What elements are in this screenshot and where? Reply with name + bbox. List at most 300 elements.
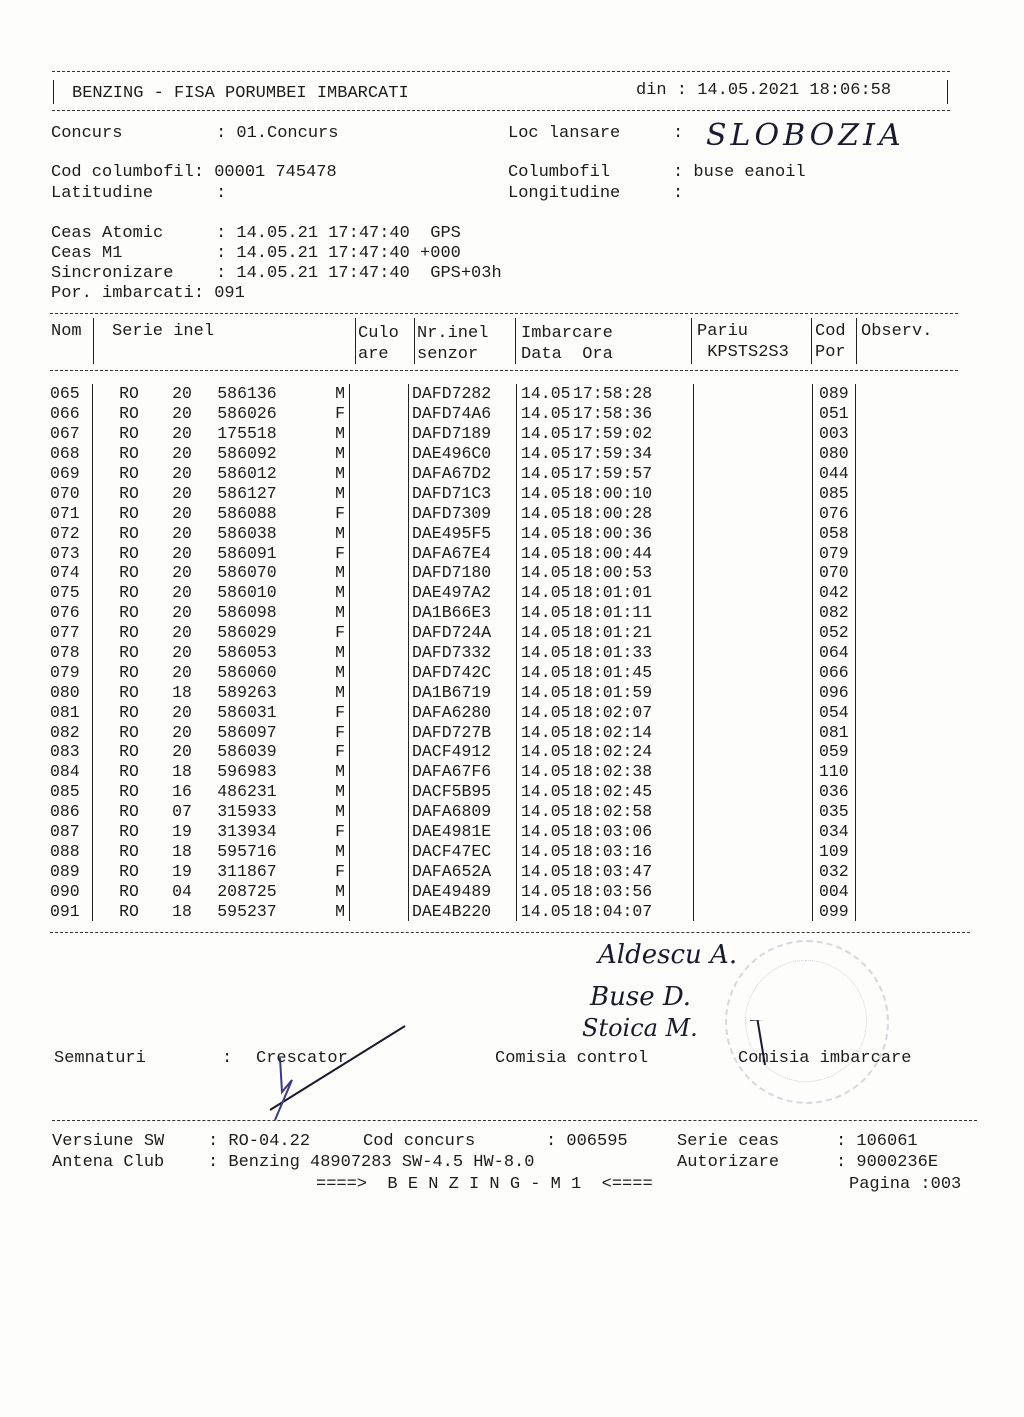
row-nom: 071 xyxy=(50,503,93,523)
row-nom: 073 xyxy=(50,543,93,563)
row-cod-por: 079 xyxy=(813,543,856,563)
row-an: 07 xyxy=(172,802,192,822)
col-header-cod-2: Por xyxy=(815,343,846,362)
row-senzor: DAFD7282 xyxy=(409,384,517,404)
row-tara: RO xyxy=(119,583,139,603)
row-pariu xyxy=(694,424,813,444)
cod-columbofil-label: Cod columbofil: 00001 745478 xyxy=(51,163,337,182)
longitudine-field: : xyxy=(673,184,694,203)
row-tara: RO xyxy=(119,841,139,861)
versiune-value: RO-04.22 xyxy=(228,1132,311,1151)
table-row xyxy=(50,762,936,782)
concurs-field: : 01.Concurs xyxy=(216,124,339,143)
row-serie: 586031 xyxy=(217,702,277,722)
row-data: 14.05 xyxy=(521,702,571,722)
signature-name-3: Stoica M. xyxy=(582,1014,698,1042)
ceas-atomic-field: : 14.05.21 17:47:40 GPS xyxy=(216,224,461,243)
row-pariu xyxy=(694,841,813,861)
row-ora: 18:03:56 xyxy=(573,881,694,901)
row-senzor: DAFD74A6 xyxy=(409,404,517,424)
row-senzor: DAFA6280 xyxy=(409,702,517,722)
row-cod-por: 052 xyxy=(813,623,856,643)
table-header-bottom-border xyxy=(50,370,958,371)
row-serie: 208725 xyxy=(217,881,277,901)
row-observ xyxy=(856,662,937,682)
row-tara: RO xyxy=(119,802,139,822)
row-data: 14.05 xyxy=(521,543,571,563)
row-data: 14.05 xyxy=(521,563,571,583)
row-observ xyxy=(856,742,937,762)
row-culoare xyxy=(350,881,409,901)
row-an: 20 xyxy=(172,444,192,464)
row-observ xyxy=(856,901,937,921)
row-sex: M xyxy=(295,662,350,682)
row-cod-por: 082 xyxy=(813,603,856,623)
row-tara: RO xyxy=(119,762,139,782)
row-nom: 081 xyxy=(50,702,93,722)
row-senzor: DA1B66E3 xyxy=(409,603,517,623)
row-observ xyxy=(856,841,937,861)
col-header-cod-1: Cod xyxy=(815,322,846,341)
row-senzor: DAFD742C xyxy=(409,662,517,682)
row-data: 14.05 xyxy=(521,503,571,523)
row-observ xyxy=(856,384,937,404)
row-nom: 088 xyxy=(50,841,93,861)
row-serie: 586010 xyxy=(217,583,277,603)
row-observ xyxy=(856,464,937,484)
row-data: 14.05 xyxy=(521,404,571,424)
row-culoare xyxy=(350,404,409,424)
row-tara: RO xyxy=(119,643,139,663)
row-senzor: DAFD724A xyxy=(409,623,517,643)
row-nom: 078 xyxy=(50,643,93,663)
row-cod-por: 110 xyxy=(813,762,856,782)
row-sex: M xyxy=(295,483,350,503)
row-an: 20 xyxy=(172,702,192,722)
row-pariu xyxy=(694,404,813,424)
row-tara: RO xyxy=(119,662,139,682)
document-title: BENZING - FISA PORUMBEI IMBARCATI xyxy=(72,84,409,103)
table-row xyxy=(50,444,936,464)
row-senzor: DAFD7180 xyxy=(409,563,517,583)
ceas-m1-value: 14.05.21 17:47:40 +000 xyxy=(236,244,461,263)
row-sex: F xyxy=(295,503,350,523)
table-row xyxy=(50,861,936,881)
row-pariu xyxy=(694,682,813,702)
row-observ xyxy=(856,802,937,822)
table-row xyxy=(50,603,936,623)
col-header-serie-inel: Serie inel xyxy=(112,322,215,341)
header-bottom-border xyxy=(52,110,950,111)
row-culoare xyxy=(350,702,409,722)
row-data: 14.05 xyxy=(521,841,571,861)
row-serie: 586060 xyxy=(217,662,277,682)
row-an: 20 xyxy=(172,483,192,503)
table-bottom-border xyxy=(50,932,970,933)
row-serie: 586136 xyxy=(217,384,277,404)
row-serie: 586039 xyxy=(217,742,277,762)
row-sex: M xyxy=(295,444,350,464)
row-tara: RO xyxy=(119,861,139,881)
cod-columbofil-label-text: Cod columbofil xyxy=(51,163,194,182)
row-an: 19 xyxy=(172,822,192,842)
row-senzor: DAFD7189 xyxy=(409,424,517,444)
col-header-nom: Nom xyxy=(51,322,82,341)
row-an: 16 xyxy=(172,782,192,802)
row-sex: F xyxy=(295,742,350,762)
row-cod-por: 070 xyxy=(813,563,856,583)
row-observ xyxy=(856,643,937,663)
row-senzor: DAFA652A xyxy=(409,861,517,881)
row-ora: 18:02:24 xyxy=(573,742,694,762)
row-data: 14.05 xyxy=(521,901,571,921)
row-senzor: DAE49489 xyxy=(409,881,517,901)
row-tara: RO xyxy=(119,742,139,762)
row-sex: M xyxy=(295,881,350,901)
table-row xyxy=(50,881,936,901)
row-senzor: DAFA67F6 xyxy=(409,762,517,782)
row-nom: 065 xyxy=(50,384,93,404)
row-data: 14.05 xyxy=(521,384,571,404)
row-ora: 18:00:44 xyxy=(573,543,694,563)
antena-field: : Benzing 48907283 SW-4.5 HW-8.0 xyxy=(208,1153,535,1172)
row-pariu xyxy=(694,623,813,643)
row-tara: RO xyxy=(119,543,139,563)
row-an: 18 xyxy=(172,901,192,921)
row-pariu xyxy=(694,523,813,543)
signature-name-1: Aldescu A. xyxy=(598,940,738,970)
col-header-observ: Observ. xyxy=(861,322,933,341)
row-pariu xyxy=(694,662,813,682)
ceas-m1-field: : 14.05.21 17:47:40 +000 xyxy=(216,244,461,263)
row-culoare xyxy=(350,643,409,663)
row-culoare xyxy=(350,503,409,523)
row-pariu xyxy=(694,881,813,901)
row-sex: F xyxy=(295,822,350,842)
row-an: 20 xyxy=(172,742,192,762)
row-nom: 070 xyxy=(50,483,93,503)
row-ora: 18:01:59 xyxy=(573,682,694,702)
row-an: 20 xyxy=(172,384,192,404)
row-pariu xyxy=(694,742,813,762)
row-cod-por: 085 xyxy=(813,483,856,503)
row-observ xyxy=(856,424,937,444)
columbofil-label: Columbofil xyxy=(508,163,611,182)
row-senzor: DACF47EC xyxy=(409,841,517,861)
print-date-value: 14.05.2021 18:06:58 xyxy=(697,81,892,100)
row-cod-por: 034 xyxy=(813,822,856,842)
row-data: 14.05 xyxy=(521,464,571,483)
row-data: 14.05 xyxy=(521,424,571,444)
row-observ xyxy=(856,603,937,623)
table-row xyxy=(50,563,936,583)
row-an: 20 xyxy=(172,623,192,643)
row-serie: 586070 xyxy=(217,563,277,583)
table-header-top-border xyxy=(50,313,958,314)
row-senzor: DAFA67D2 xyxy=(409,464,517,484)
row-sex: M xyxy=(295,563,350,583)
row-nom: 072 xyxy=(50,523,93,543)
table-row xyxy=(50,662,936,682)
autorizare-label: Autorizare xyxy=(677,1153,780,1172)
pigeons-table xyxy=(50,384,936,921)
row-cod-por: 003 xyxy=(813,424,856,444)
row-sex: M xyxy=(295,643,350,663)
row-cod-por: 066 xyxy=(813,662,856,682)
table-row xyxy=(50,404,936,424)
col-divider xyxy=(93,318,94,364)
loc-lansare-handwritten: SLOBOZIA xyxy=(706,118,905,153)
table-row xyxy=(50,503,936,523)
col-divider xyxy=(414,318,415,364)
row-pariu xyxy=(694,822,813,842)
row-an: 04 xyxy=(172,881,192,901)
row-observ xyxy=(856,583,937,603)
row-cod-por: 032 xyxy=(813,861,856,881)
row-data: 14.05 xyxy=(521,444,571,464)
header-top-border xyxy=(52,71,950,72)
row-culoare xyxy=(350,543,409,563)
row-an: 20 xyxy=(172,563,192,583)
row-tara: RO xyxy=(119,682,139,702)
row-observ xyxy=(856,722,937,742)
latitudine-label: Latitudine xyxy=(51,184,154,203)
row-tara: RO xyxy=(119,563,139,583)
row-sex: M xyxy=(295,901,350,921)
row-senzor: DACF4912 xyxy=(409,742,517,762)
row-an: 20 xyxy=(172,404,192,424)
table-row xyxy=(50,901,936,921)
row-senzor: DAFD727B xyxy=(409,722,517,742)
row-serie: 175518 xyxy=(217,424,277,444)
table-row xyxy=(50,682,936,702)
row-culoare xyxy=(350,841,409,861)
row-data: 14.05 xyxy=(521,802,571,822)
col-divider xyxy=(691,318,692,364)
row-cod-por: 076 xyxy=(813,503,856,523)
cod-concurs-value: 006595 xyxy=(566,1132,628,1151)
row-senzor: DAFD71C3 xyxy=(409,483,517,503)
row-serie: 586088 xyxy=(217,503,277,523)
row-sex: M xyxy=(295,464,350,484)
row-pariu xyxy=(694,782,813,802)
row-serie: 586097 xyxy=(217,722,277,742)
row-ora: 18:00:36 xyxy=(573,523,694,543)
row-pariu xyxy=(694,901,813,921)
row-observ xyxy=(856,762,937,782)
col-header-pariu-2: KPSTS2S3 xyxy=(697,343,789,362)
row-pariu xyxy=(694,861,813,881)
row-observ xyxy=(856,523,937,543)
row-senzor: DACF5B95 xyxy=(409,782,517,802)
row-ora: 18:02:14 xyxy=(573,722,694,742)
por-imbarcati-label: Por. imbarcati xyxy=(51,284,194,303)
row-senzor: DAE495F5 xyxy=(409,523,517,543)
row-ora: 17:59:57 xyxy=(573,464,694,484)
row-observ xyxy=(856,822,937,842)
row-culoare xyxy=(350,822,409,842)
row-culoare xyxy=(350,563,409,583)
row-an: 18 xyxy=(172,682,192,702)
row-an: 19 xyxy=(172,861,192,881)
row-pariu xyxy=(694,702,813,722)
row-pariu xyxy=(694,762,813,782)
table-row xyxy=(50,742,936,762)
row-pariu xyxy=(694,802,813,822)
row-observ xyxy=(856,444,937,464)
table-row xyxy=(50,822,936,842)
row-data: 14.05 xyxy=(521,603,571,623)
signature-name-2: Buse D. xyxy=(590,982,692,1012)
cod-concurs-label: Cod concurs xyxy=(363,1132,476,1151)
page-number xyxy=(849,1175,961,1195)
row-pariu xyxy=(694,603,813,623)
row-ora: 18:01:33 xyxy=(573,643,694,663)
col-header-culoare-1: Culo xyxy=(358,324,399,343)
row-serie: 586053 xyxy=(217,643,277,663)
row-pariu xyxy=(694,722,813,742)
header-left-border xyxy=(53,80,54,104)
row-data: 14.05 xyxy=(521,583,571,603)
row-nom: 086 xyxy=(50,802,93,822)
loc-lansare-label: Loc lansare xyxy=(508,124,621,143)
row-culoare xyxy=(350,662,409,682)
row-cod-por: 054 xyxy=(813,702,856,722)
row-culoare xyxy=(350,802,409,822)
row-cod-por: 058 xyxy=(813,523,856,543)
row-ora: 18:03:16 xyxy=(573,841,694,861)
row-serie: 586026 xyxy=(217,404,277,424)
row-data: 14.05 xyxy=(521,782,571,802)
row-data: 14.05 xyxy=(521,662,571,682)
col-header-pariu-1: Pariu xyxy=(697,322,749,341)
table-row xyxy=(50,384,936,404)
row-ora: 18:02:58 xyxy=(573,802,694,822)
row-culoare xyxy=(350,861,409,881)
page-number-value: :003 xyxy=(920,1175,962,1194)
row-data: 14.05 xyxy=(521,822,571,842)
row-sex: M xyxy=(295,782,350,802)
table-row xyxy=(50,543,936,563)
col-divider xyxy=(515,318,516,364)
row-observ xyxy=(856,702,937,722)
row-serie: 586012 xyxy=(217,464,277,483)
serie-ceas-field: : 106061 xyxy=(836,1132,918,1151)
row-nom: 085 xyxy=(50,782,93,802)
benzing-banner: ====> B E N Z I N G - M 1 <==== xyxy=(316,1175,653,1194)
row-an: 20 xyxy=(172,583,192,603)
row-cod-por: 064 xyxy=(813,643,856,663)
row-sex: M xyxy=(295,802,350,822)
col-header-nr-inel-1: Nr.inel xyxy=(417,324,489,343)
row-culoare xyxy=(350,901,409,921)
row-data: 14.05 xyxy=(521,722,571,742)
concurs-label: Concurs xyxy=(51,124,123,143)
col-divider xyxy=(355,318,356,364)
table-row xyxy=(50,722,936,742)
row-observ xyxy=(856,404,937,424)
row-ora: 18:02:45 xyxy=(573,782,694,802)
row-culoare xyxy=(350,742,409,762)
print-date: din : 14.05.2021 18:06:58 xyxy=(636,81,892,100)
comisia-control-label: Comisia control xyxy=(495,1049,649,1068)
row-nom: 069 xyxy=(50,464,93,484)
row-nom: 074 xyxy=(50,563,93,583)
row-sex: M xyxy=(295,682,350,702)
serie-ceas-value: 106061 xyxy=(856,1132,918,1151)
por-imbarcati-value: 091 xyxy=(214,284,245,303)
row-pariu xyxy=(694,543,813,563)
antena-value: Benzing 48907283 SW-4.5 HW-8.0 xyxy=(228,1153,535,1172)
row-observ xyxy=(856,782,937,802)
antena-label: Antena Club xyxy=(52,1153,165,1172)
row-nom: 082 xyxy=(50,722,93,742)
row-nom: 077 xyxy=(50,623,93,643)
row-culoare xyxy=(350,424,409,444)
row-serie: 586127 xyxy=(217,483,277,503)
row-an: 20 xyxy=(172,643,192,663)
table-row xyxy=(50,841,936,861)
row-culoare xyxy=(350,464,409,484)
row-nom: 067 xyxy=(50,424,93,444)
row-serie: 313934 xyxy=(217,822,277,842)
longitudine-label: Longitudine xyxy=(508,184,621,203)
row-sex: M xyxy=(295,523,350,543)
table-row xyxy=(50,464,936,484)
col-divider xyxy=(856,318,857,364)
row-cod-por: 109 xyxy=(813,841,856,861)
row-ora: 18:03:47 xyxy=(573,861,694,881)
semnaturi-colon: : xyxy=(222,1049,233,1068)
row-data: 14.05 xyxy=(521,762,571,782)
concurs-value: 01.Concurs xyxy=(236,124,339,143)
table-row xyxy=(50,424,936,444)
row-cod-por: 035 xyxy=(813,802,856,822)
cod-concurs-field: : 006595 xyxy=(546,1132,628,1151)
columbofil-value: buse eanoil xyxy=(693,163,806,182)
table-row xyxy=(50,483,936,503)
table-row xyxy=(50,523,936,543)
row-observ xyxy=(856,543,937,563)
col-header-culoare-2: are xyxy=(358,345,389,364)
row-ora: 18:01:11 xyxy=(573,603,694,623)
row-sex: F xyxy=(295,404,350,424)
row-an: 20 xyxy=(172,543,192,563)
versiune-label: Versiune SW xyxy=(52,1132,165,1151)
col-header-imbarcare-2: Data Ora xyxy=(521,345,613,364)
row-nom: 079 xyxy=(50,662,93,682)
row-nom: 091 xyxy=(50,901,93,921)
row-sex: F xyxy=(295,623,350,643)
row-ora: 18:02:38 xyxy=(573,762,694,782)
row-cod-por: 059 xyxy=(813,742,856,762)
table-row xyxy=(50,583,936,603)
row-senzor: DAFA6809 xyxy=(409,802,517,822)
row-an: 20 xyxy=(172,603,192,623)
row-culoare xyxy=(350,782,409,802)
row-tara: RO xyxy=(119,404,139,424)
col-header-nr-inel-2: senzor xyxy=(417,345,479,364)
row-pariu xyxy=(694,444,813,464)
row-observ xyxy=(856,563,937,583)
row-an: 20 xyxy=(172,722,192,742)
row-pariu xyxy=(694,643,813,663)
row-nom: 087 xyxy=(50,822,93,842)
signature-strokes xyxy=(230,1020,920,1130)
comisia-imbarcare-label: Comisia imbarcare xyxy=(738,1049,912,1068)
row-tara: RO xyxy=(119,623,139,643)
row-tara: RO xyxy=(119,822,139,842)
